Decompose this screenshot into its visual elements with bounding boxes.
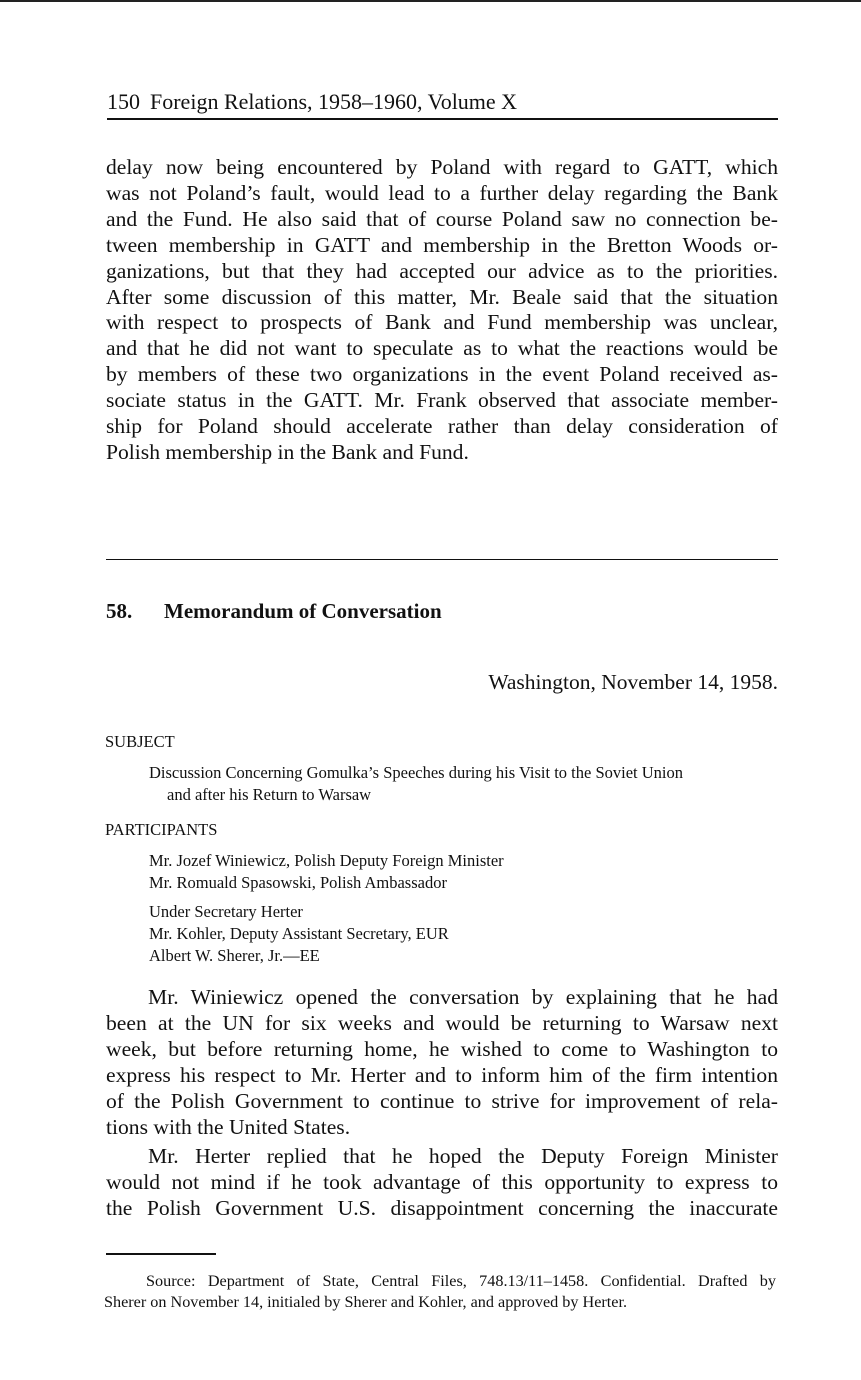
text-line: express his respect to Mr. Herter and to inform him of the firm intention <box>106 1062 778 1087</box>
document-heading <box>106 598 442 624</box>
header-rule <box>107 118 778 120</box>
text-line: ship for Poland should accelerate rather than delay consideration of <box>106 414 778 439</box>
text-line: Mr. Winiewicz opened the conversation by explaining that he had <box>148 985 778 1009</box>
continuation-paragraph <box>106 155 778 466</box>
volume-title: Foreign Relations, 1958–1960, Volume X <box>150 89 518 114</box>
page-number: 150 <box>107 89 140 114</box>
footnote-line: Source: Department of State, Central Files, 748.13/11–1458. Confidential. Drafted by <box>146 1272 776 1290</box>
text-line: was not Poland’s fault, would lead to a further delay regarding the Bank <box>106 180 778 205</box>
footnote-line: Sherer on November 14, initialed by Sherer and Kohler, and approved by Herter. <box>104 1293 628 1311</box>
subject-text <box>149 762 683 806</box>
participant: Mr. Romuald Spasowski, Polish Ambassador <box>149 873 447 892</box>
participants-label: PARTICIPANTS <box>105 820 218 839</box>
participants-polish <box>149 850 504 894</box>
participants-american <box>149 901 449 967</box>
text-line: would not mind if he took advantage of this opportunity to express to <box>106 1169 778 1194</box>
subject-line: and after his Return to Warsaw <box>167 785 372 804</box>
participant: Mr. Jozef Winiewicz, Polish Deputy Foreign Minister <box>149 851 504 870</box>
text-line: of the Polish Government to continue to strive for improvement of rela- <box>106 1088 778 1113</box>
body-paragraph-2 <box>106 985 778 1140</box>
subject-label: SUBJECT <box>105 732 175 751</box>
text-line: Mr. Herter replied that he hoped the Deputy Foreign Minister <box>148 1144 778 1168</box>
text-line: and that he did not want to speculate as to what the reactions would be <box>106 336 778 361</box>
document-title: Memorandum of Conversation <box>164 599 442 623</box>
participant: Under Secretary Herter <box>149 902 303 921</box>
section-divider <box>106 559 778 560</box>
running-head <box>107 88 777 116</box>
text-line: week, but before returning home, he wished to come to Washington to <box>106 1036 778 1061</box>
page-top-edge <box>0 0 861 2</box>
text-line: been at the UN for six weeks and would be returning to Warsaw next <box>106 1010 778 1035</box>
text-line: delay now being encountered by Poland with regard to GATT, which <box>106 155 778 179</box>
text-line: by members of these two organizations in the event Poland received as- <box>106 362 778 387</box>
dateline: Washington, November 14, 1958. <box>488 670 778 694</box>
text-line: After some discussion of this matter, Mr. Beale said that the situation <box>106 284 778 309</box>
text-line: the Polish Government U.S. disappointment concerning the inaccurate <box>106 1195 778 1220</box>
text-line: Polish membership in the Bank and Fund. <box>106 439 469 464</box>
text-line: tions with the United States. <box>106 1114 351 1139</box>
body-paragraph-3 <box>106 1144 778 1222</box>
source-footnote <box>104 1271 776 1313</box>
text-line: with respect to prospects of Bank and Fund membership was unclear, <box>106 310 778 335</box>
subject-line: Discussion Concerning Gomulka’s Speeches during his Visit to the Soviet Union <box>149 763 684 782</box>
text-line: ganizations, but that they had accepted our advice as to the priorities. <box>106 258 778 283</box>
participant: Mr. Kohler, Deputy Assistant Secretary, EUR <box>149 924 449 943</box>
footnote-rule <box>106 1253 216 1255</box>
text-line: and the Fund. He also said that of course Poland saw no connection be- <box>106 206 778 231</box>
text-line: sociate status in the GATT. Mr. Frank observed that associate member- <box>106 388 778 413</box>
document-number: 58. <box>106 599 133 623</box>
text-line: tween membership in GATT and membership in the Bretton Woods or- <box>106 232 778 257</box>
participant: Albert W. Sherer, Jr.—EE <box>149 946 320 965</box>
